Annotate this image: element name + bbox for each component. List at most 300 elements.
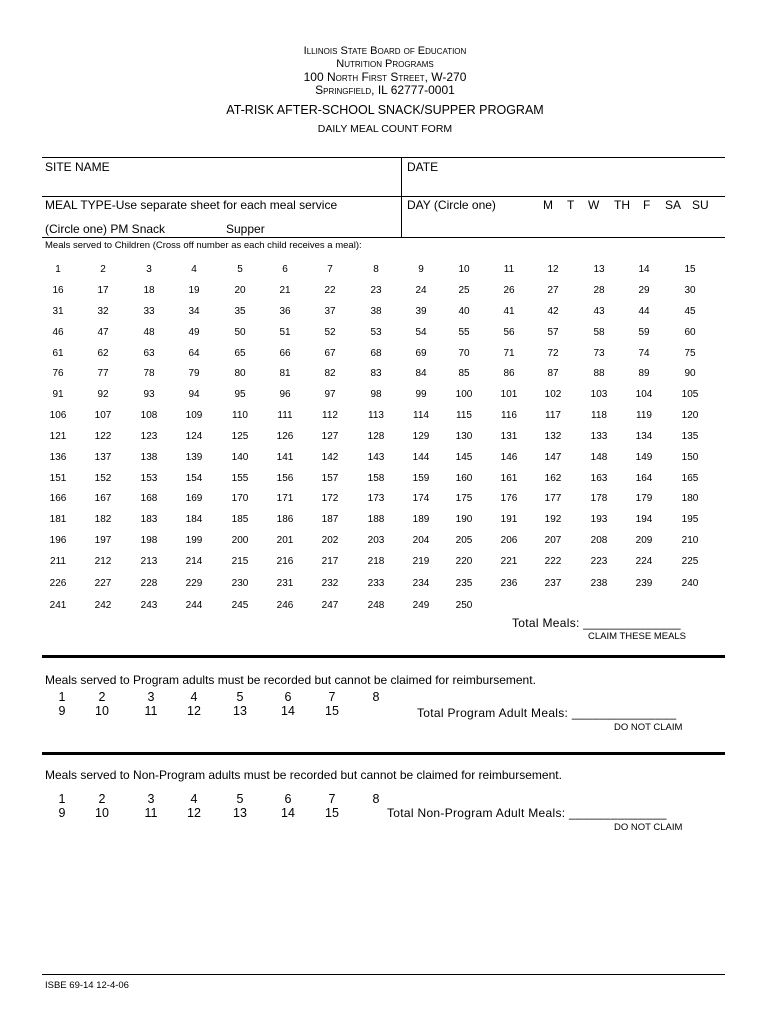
adult-meal-number[interactable]: 2 <box>98 690 106 704</box>
child-meal-number[interactable]: 193 <box>590 514 608 525</box>
child-meal-number[interactable]: 138 <box>140 452 158 463</box>
adult-meal-number[interactable]: 14 <box>281 806 295 820</box>
child-meal-number[interactable]: 26 <box>503 285 515 296</box>
adult-meal-number[interactable]: 4 <box>190 690 198 704</box>
adult-meal-number[interactable]: 14 <box>281 704 295 718</box>
child-meal-number[interactable]: 217 <box>321 556 339 567</box>
child-meal-number[interactable]: 113 <box>368 410 384 421</box>
child-meal-number[interactable]: 61 <box>52 348 64 359</box>
child-meal-number[interactable]: 188 <box>367 514 385 525</box>
child-meal-number[interactable]: 242 <box>94 600 112 611</box>
child-meal-number[interactable]: 50 <box>234 327 246 338</box>
child-meal-number[interactable]: 52 <box>324 327 336 338</box>
day-option-mon[interactable]: M <box>543 198 553 212</box>
child-meal-number[interactable]: 124 <box>185 431 203 442</box>
child-meal-number[interactable]: 134 <box>635 431 653 442</box>
child-meal-number[interactable]: 141 <box>276 452 294 463</box>
child-meal-number[interactable]: 128 <box>367 431 385 442</box>
child-meal-number[interactable]: 147 <box>544 452 562 463</box>
child-meal-number[interactable]: 173 <box>367 493 385 504</box>
child-meal-number[interactable]: 110 <box>232 410 248 421</box>
child-meal-number[interactable]: 229 <box>185 578 203 589</box>
child-meal-number[interactable]: 180 <box>681 493 699 504</box>
child-meal-number[interactable]: 89 <box>638 368 650 379</box>
child-meal-number[interactable]: 5 <box>237 264 243 275</box>
child-meal-number[interactable]: 213 <box>140 556 158 567</box>
top-rule <box>42 157 725 158</box>
child-meal-number[interactable]: 214 <box>185 556 203 567</box>
child-meal-number[interactable]: 64 <box>188 348 200 359</box>
child-meal-number[interactable]: 13 <box>593 264 605 275</box>
total-meals[interactable]: Total Meals: ______________ <box>512 616 681 630</box>
day-option-sat[interactable]: SA <box>665 198 682 212</box>
child-meal-number[interactable]: 17 <box>97 285 109 296</box>
adult-meal-number[interactable]: 15 <box>325 806 339 820</box>
child-meal-number[interactable]: 33 <box>143 306 155 317</box>
child-meal-number[interactable]: 218 <box>367 556 385 567</box>
child-meal-number[interactable]: 156 <box>276 473 294 484</box>
child-meal-number[interactable]: 99 <box>415 389 427 400</box>
adult-meal-number[interactable]: 15 <box>325 704 339 718</box>
child-meal-number[interactable]: 153 <box>140 473 158 484</box>
box-divider <box>401 157 402 238</box>
adult-meal-number[interactable]: 6 <box>284 792 292 806</box>
child-meal-number[interactable]: 164 <box>635 473 653 484</box>
child-meal-number[interactable]: 96 <box>279 389 291 400</box>
child-meal-number[interactable]: 203 <box>367 535 385 546</box>
adult-meal-number[interactable]: 9 <box>58 806 66 820</box>
child-meal-number[interactable]: 132 <box>544 431 562 442</box>
child-meal-number[interactable]: 44 <box>638 306 650 317</box>
child-meal-number[interactable]: 135 <box>681 431 699 442</box>
child-meal-number[interactable]: 108 <box>140 410 158 421</box>
child-meal-number[interactable]: 84 <box>415 368 427 379</box>
child-meal-number[interactable]: 172 <box>321 493 339 504</box>
child-meal-number[interactable]: 2 <box>100 264 106 275</box>
child-meal-number[interactable]: 231 <box>276 578 294 589</box>
child-meal-number[interactable]: 9 <box>418 264 424 275</box>
child-meal-number[interactable]: 233 <box>367 578 385 589</box>
child-meal-number[interactable]: 250 <box>455 600 473 611</box>
child-meal-number[interactable]: 28 <box>593 285 605 296</box>
child-meal-number[interactable]: 66 <box>279 348 291 359</box>
child-meal-number[interactable]: 58 <box>593 327 605 338</box>
child-meal-number[interactable]: 103 <box>590 389 608 400</box>
child-meal-number[interactable]: 57 <box>547 327 559 338</box>
child-meal-number[interactable]: 133 <box>590 431 608 442</box>
footer-rule <box>42 974 725 975</box>
child-meal-number[interactable]: 115 <box>456 410 472 421</box>
program-adults-heading: Meals served to Program adults must be recorded but cannot be claimed for reimbursement. <box>45 673 536 687</box>
child-meal-number[interactable]: 238 <box>590 578 608 589</box>
adult-meal-number[interactable]: 5 <box>236 792 244 806</box>
child-meal-number[interactable]: 81 <box>279 368 291 379</box>
adult-meal-number[interactable]: 13 <box>233 704 247 718</box>
child-meal-number[interactable]: 197 <box>94 535 112 546</box>
child-meal-number[interactable]: 114 <box>413 410 429 421</box>
child-meal-number[interactable]: 212 <box>94 556 112 567</box>
child-meal-number[interactable]: 75 <box>684 348 696 359</box>
child-meal-number[interactable]: 83 <box>370 368 382 379</box>
child-meal-number[interactable]: 21 <box>279 285 291 296</box>
child-meal-number[interactable]: 215 <box>231 556 249 567</box>
adult-meal-number[interactable]: 10 <box>95 704 109 718</box>
child-meal-number[interactable]: 209 <box>635 535 653 546</box>
child-meal-number[interactable]: 92 <box>97 389 109 400</box>
total-nonprogram-adult-meals[interactable]: Total Non-Program Adult Meals: ______________ <box>387 806 667 820</box>
child-meal-number[interactable]: 150 <box>681 452 699 463</box>
child-meal-number[interactable]: 182 <box>94 514 112 525</box>
child-meal-number[interactable]: 232 <box>321 578 339 589</box>
child-meal-number[interactable]: 129 <box>412 431 430 442</box>
child-meal-number[interactable]: 14 <box>638 264 650 275</box>
child-meal-number[interactable]: 165 <box>681 473 699 484</box>
adult-meal-number[interactable]: 7 <box>328 792 336 806</box>
adult-meal-number[interactable]: 3 <box>147 792 155 806</box>
adult-meal-number[interactable]: 3 <box>147 690 155 704</box>
child-meal-number[interactable]: 120 <box>681 410 699 421</box>
child-meal-number[interactable]: 162 <box>544 473 562 484</box>
child-meal-number[interactable]: 47 <box>97 327 109 338</box>
child-meal-number[interactable]: 243 <box>140 600 158 611</box>
adult-meal-number[interactable]: 11 <box>144 806 158 820</box>
child-meal-number[interactable]: 143 <box>367 452 385 463</box>
child-meal-number[interactable]: 23 <box>370 285 382 296</box>
child-meal-number[interactable]: 221 <box>500 556 518 567</box>
child-meal-number[interactable]: 11 <box>503 264 515 275</box>
child-meal-number[interactable]: 87 <box>547 368 559 379</box>
adult-meal-number[interactable]: 1 <box>58 792 66 806</box>
adult-meal-number[interactable]: 4 <box>190 792 198 806</box>
child-meal-number[interactable]: 39 <box>415 306 427 317</box>
child-meal-number[interactable]: 10 <box>458 264 470 275</box>
child-meal-number[interactable]: 54 <box>415 327 427 338</box>
child-meal-number[interactable]: 160 <box>455 473 473 484</box>
child-meal-number[interactable]: 8 <box>373 264 379 275</box>
program-title: AT-RISK AFTER-SCHOOL SNACK/SUPPER PROGRAM <box>226 103 544 117</box>
child-meal-number[interactable]: 187 <box>321 514 339 525</box>
adult-meal-number[interactable]: 11 <box>144 704 158 718</box>
child-meal-number[interactable]: 139 <box>185 452 203 463</box>
adult-meal-number[interactable]: 1 <box>58 690 66 704</box>
child-meal-number[interactable]: 247 <box>321 600 339 611</box>
child-meal-number[interactable]: 152 <box>94 473 112 484</box>
child-meal-number[interactable]: 194 <box>635 514 653 525</box>
child-meal-number[interactable]: 1 <box>55 264 61 275</box>
adult-meal-number[interactable]: 2 <box>98 792 106 806</box>
child-meal-number[interactable]: 121 <box>49 431 67 442</box>
child-meal-number[interactable]: 100 <box>455 389 473 400</box>
child-meal-number[interactable]: 178 <box>590 493 608 504</box>
child-meal-number[interactable]: 199 <box>185 535 203 546</box>
child-meal-number[interactable]: 65 <box>234 348 246 359</box>
child-meal-number[interactable]: 206 <box>500 535 518 546</box>
child-meal-number[interactable]: 170 <box>231 493 249 504</box>
child-meal-number[interactable]: 16 <box>52 285 64 296</box>
adult-meal-number[interactable]: 7 <box>328 690 336 704</box>
child-meal-number[interactable]: 51 <box>279 327 291 338</box>
child-meal-number[interactable]: 25 <box>458 285 470 296</box>
child-meal-number[interactable]: 191 <box>500 514 518 525</box>
child-meal-number[interactable]: 161 <box>500 473 518 484</box>
child-meal-number[interactable]: 78 <box>143 368 155 379</box>
child-meal-number[interactable]: 211 <box>50 556 66 567</box>
child-meal-number[interactable]: 146 <box>500 452 518 463</box>
child-meal-number[interactable]: 248 <box>367 600 385 611</box>
child-meal-number[interactable]: 145 <box>455 452 473 463</box>
child-meal-number[interactable]: 48 <box>143 327 155 338</box>
child-meal-number[interactable]: 46 <box>52 327 64 338</box>
child-meal-number[interactable]: 246 <box>276 600 294 611</box>
child-meal-number[interactable]: 171 <box>276 493 294 504</box>
child-meal-number[interactable]: 73 <box>593 348 605 359</box>
child-meal-number[interactable]: 245 <box>231 600 249 611</box>
child-meal-number[interactable]: 107 <box>94 410 112 421</box>
child-meal-number[interactable]: 241 <box>49 600 67 611</box>
child-meal-number[interactable]: 201 <box>276 535 294 546</box>
child-meal-number[interactable]: 192 <box>544 514 562 525</box>
adult-meal-number[interactable]: 12 <box>187 704 201 718</box>
day-option-wed[interactable]: W <box>588 198 600 212</box>
child-meal-number[interactable]: 176 <box>500 493 518 504</box>
child-meal-number[interactable]: 106 <box>49 410 67 421</box>
child-meal-number[interactable]: 168 <box>140 493 158 504</box>
child-meal-number[interactable]: 49 <box>188 327 200 338</box>
child-meal-number[interactable]: 90 <box>684 368 696 379</box>
child-meal-number[interactable]: 117 <box>545 410 561 421</box>
child-meal-number[interactable]: 67 <box>324 348 336 359</box>
child-meal-number[interactable]: 94 <box>188 389 200 400</box>
child-meal-number[interactable]: 3 <box>146 264 152 275</box>
child-meal-number[interactable]: 181 <box>49 514 67 525</box>
child-meal-number[interactable]: 85 <box>458 368 470 379</box>
child-meal-number[interactable]: 88 <box>593 368 605 379</box>
child-meal-number[interactable]: 4 <box>191 264 197 275</box>
child-meal-number[interactable]: 208 <box>590 535 608 546</box>
child-meal-number[interactable]: 185 <box>231 514 249 525</box>
child-meal-number[interactable]: 93 <box>143 389 155 400</box>
child-meal-number[interactable]: 20 <box>234 285 246 296</box>
child-meal-number[interactable]: 157 <box>321 473 339 484</box>
child-meal-number[interactable]: 166 <box>49 493 67 504</box>
child-meal-number[interactable]: 55 <box>458 327 470 338</box>
day-option-tue[interactable]: T <box>567 198 575 212</box>
child-meal-number[interactable]: 53 <box>370 327 382 338</box>
child-meal-number[interactable]: 59 <box>638 327 650 338</box>
child-meal-number[interactable]: 91 <box>52 389 64 400</box>
child-meal-number[interactable]: 102 <box>544 389 562 400</box>
child-meal-number[interactable]: 29 <box>638 285 650 296</box>
child-meal-number[interactable]: 230 <box>231 578 249 589</box>
adult-meal-number[interactable]: 10 <box>95 806 109 820</box>
day-option-sun[interactable]: SU <box>692 198 709 212</box>
child-meal-number[interactable]: 236 <box>500 578 518 589</box>
child-meal-number[interactable]: 175 <box>455 493 473 504</box>
child-meal-number[interactable]: 219 <box>412 556 430 567</box>
child-meal-number[interactable]: 12 <box>547 264 559 275</box>
adult-meal-number[interactable]: 12 <box>187 806 201 820</box>
child-meal-number[interactable]: 116 <box>501 410 517 421</box>
child-meal-number[interactable]: 204 <box>412 535 430 546</box>
adult-meal-number[interactable]: 5 <box>236 690 244 704</box>
child-meal-number[interactable]: 183 <box>140 514 158 525</box>
child-meal-number[interactable]: 112 <box>322 410 338 421</box>
child-meal-number[interactable]: 127 <box>321 431 339 442</box>
child-meal-number[interactable]: 195 <box>681 514 699 525</box>
child-meal-number[interactable]: 40 <box>458 306 470 317</box>
child-meal-number[interactable]: 239 <box>635 578 653 589</box>
child-meal-number[interactable]: 189 <box>412 514 430 525</box>
child-meal-number[interactable]: 101 <box>500 389 518 400</box>
child-meal-number[interactable]: 130 <box>455 431 473 442</box>
child-meal-number[interactable]: 98 <box>370 389 382 400</box>
child-meal-number[interactable]: 68 <box>370 348 382 359</box>
child-meal-number[interactable]: 126 <box>276 431 294 442</box>
child-meal-number[interactable]: 202 <box>321 535 339 546</box>
child-meal-number[interactable]: 163 <box>590 473 608 484</box>
child-meal-number[interactable]: 77 <box>97 368 109 379</box>
child-meal-number[interactable]: 109 <box>185 410 203 421</box>
child-meal-number[interactable]: 35 <box>234 306 246 317</box>
meal-type-label: MEAL TYPE-Use separate sheet for each meal service <box>45 198 338 212</box>
division-name: Nutrition Programs <box>336 58 434 70</box>
child-meal-number[interactable]: 140 <box>231 452 249 463</box>
child-meal-number[interactable]: 125 <box>231 431 249 442</box>
child-meal-number[interactable]: 32 <box>97 306 109 317</box>
child-meal-number[interactable]: 38 <box>370 306 382 317</box>
child-meal-number[interactable]: 56 <box>503 327 515 338</box>
child-meal-number[interactable]: 207 <box>544 535 562 546</box>
adult-meal-number[interactable]: 6 <box>284 690 292 704</box>
child-meal-number[interactable]: 137 <box>94 452 112 463</box>
child-meal-number[interactable]: 105 <box>681 389 699 400</box>
child-meal-number[interactable]: 76 <box>52 368 64 379</box>
child-meal-number[interactable]: 31 <box>52 306 64 317</box>
child-meal-number[interactable]: 226 <box>49 578 67 589</box>
child-meal-number[interactable]: 167 <box>94 493 112 504</box>
child-meal-number[interactable]: 210 <box>681 535 699 546</box>
child-meal-number[interactable]: 74 <box>638 348 650 359</box>
child-meal-number[interactable]: 34 <box>188 306 200 317</box>
child-meal-number[interactable]: 19 <box>188 285 200 296</box>
child-meal-number[interactable]: 119 <box>636 410 652 421</box>
child-meal-number[interactable]: 196 <box>49 535 67 546</box>
child-meal-number[interactable]: 95 <box>234 389 246 400</box>
child-meal-number[interactable]: 60 <box>684 327 696 338</box>
child-meal-number[interactable]: 220 <box>455 556 473 567</box>
child-meal-number[interactable]: 27 <box>547 285 559 296</box>
child-meal-number[interactable]: 82 <box>324 368 336 379</box>
child-meal-number[interactable]: 104 <box>635 389 653 400</box>
child-meal-number[interactable]: 131 <box>500 431 518 442</box>
child-meal-number[interactable]: 45 <box>684 306 696 317</box>
child-meal-number[interactable]: 228 <box>140 578 158 589</box>
child-meal-number[interactable]: 42 <box>547 306 559 317</box>
child-meal-number[interactable]: 62 <box>97 348 109 359</box>
child-meal-number[interactable]: 122 <box>94 431 112 442</box>
child-meal-number[interactable]: 36 <box>279 306 291 317</box>
child-meal-number[interactable]: 184 <box>185 514 203 525</box>
child-meal-number[interactable]: 37 <box>324 306 336 317</box>
child-meal-number[interactable]: 151 <box>49 473 67 484</box>
child-meal-number[interactable]: 244 <box>185 600 203 611</box>
child-meal-number[interactable]: 174 <box>412 493 430 504</box>
child-meal-number[interactable]: 15 <box>684 264 696 275</box>
child-meal-number[interactable]: 22 <box>324 285 336 296</box>
child-meal-number[interactable]: 7 <box>327 264 333 275</box>
child-meal-number[interactable]: 237 <box>544 578 562 589</box>
adult-meal-number[interactable]: 13 <box>233 806 247 820</box>
child-meal-number[interactable]: 186 <box>276 514 294 525</box>
child-meal-number[interactable]: 63 <box>143 348 155 359</box>
child-meal-number[interactable]: 41 <box>503 306 515 317</box>
child-meal-number[interactable]: 200 <box>231 535 249 546</box>
program-do-not-claim-note: DO NOT CLAIM <box>614 722 683 733</box>
child-meal-number[interactable]: 80 <box>234 368 246 379</box>
child-meal-number[interactable]: 30 <box>684 285 696 296</box>
child-meal-number[interactable]: 148 <box>590 452 608 463</box>
day-option-fri[interactable]: F <box>643 198 651 212</box>
child-meal-number[interactable]: 216 <box>276 556 294 567</box>
child-meal-number[interactable]: 177 <box>544 493 562 504</box>
child-meal-number[interactable]: 155 <box>231 473 249 484</box>
child-meal-number[interactable]: 97 <box>324 389 336 400</box>
child-meal-number[interactable]: 111 <box>277 410 293 421</box>
child-meal-number[interactable]: 149 <box>635 452 653 463</box>
child-meal-number[interactable]: 224 <box>635 556 653 567</box>
child-meal-number[interactable]: 223 <box>590 556 608 567</box>
child-meal-number[interactable]: 123 <box>140 431 158 442</box>
day-option-thu[interactable]: TH <box>614 198 630 212</box>
child-meal-number[interactable]: 72 <box>547 348 559 359</box>
child-meal-number[interactable]: 69 <box>415 348 427 359</box>
total-program-adult-meals[interactable]: Total Program Adult Meals: _______________ <box>417 706 677 720</box>
meal-option-supper[interactable]: Supper <box>226 222 265 236</box>
child-meal-number[interactable]: 79 <box>188 368 200 379</box>
child-meal-number[interactable]: 190 <box>455 514 473 525</box>
child-meal-number[interactable]: 43 <box>593 306 605 317</box>
child-meal-number[interactable]: 198 <box>140 535 158 546</box>
child-meal-number[interactable]: 136 <box>49 452 67 463</box>
child-meal-number[interactable]: 169 <box>185 493 203 504</box>
adult-meal-number[interactable]: 8 <box>372 792 380 806</box>
child-meal-number[interactable]: 222 <box>544 556 562 567</box>
child-meal-number[interactable]: 6 <box>282 264 288 275</box>
child-meal-number[interactable]: 18 <box>143 285 155 296</box>
child-meal-number[interactable]: 118 <box>591 410 607 421</box>
child-meal-number[interactable]: 240 <box>681 578 699 589</box>
child-meal-number[interactable]: 249 <box>412 600 430 611</box>
child-meal-number[interactable]: 86 <box>503 368 515 379</box>
child-meal-number[interactable]: 154 <box>185 473 203 484</box>
child-meal-number[interactable]: 159 <box>412 473 430 484</box>
adult-meal-number[interactable]: 8 <box>372 690 380 704</box>
child-meal-number[interactable]: 227 <box>94 578 112 589</box>
child-meal-number[interactable]: 179 <box>635 493 653 504</box>
meal-option-pm-snack[interactable]: (Circle one) PM Snack <box>45 222 166 236</box>
child-meal-number[interactable]: 142 <box>321 452 339 463</box>
child-meal-number[interactable]: 24 <box>415 285 427 296</box>
child-meal-number[interactable]: 235 <box>455 578 473 589</box>
adult-meal-number[interactable]: 9 <box>58 704 66 718</box>
child-meal-number[interactable]: 144 <box>412 452 430 463</box>
child-meal-number[interactable]: 234 <box>412 578 430 589</box>
child-meal-number[interactable]: 71 <box>503 348 515 359</box>
child-meal-number[interactable]: 205 <box>455 535 473 546</box>
child-meal-number[interactable]: 225 <box>681 556 699 567</box>
child-meal-number[interactable]: 158 <box>367 473 385 484</box>
child-meal-number[interactable]: 70 <box>458 348 470 359</box>
